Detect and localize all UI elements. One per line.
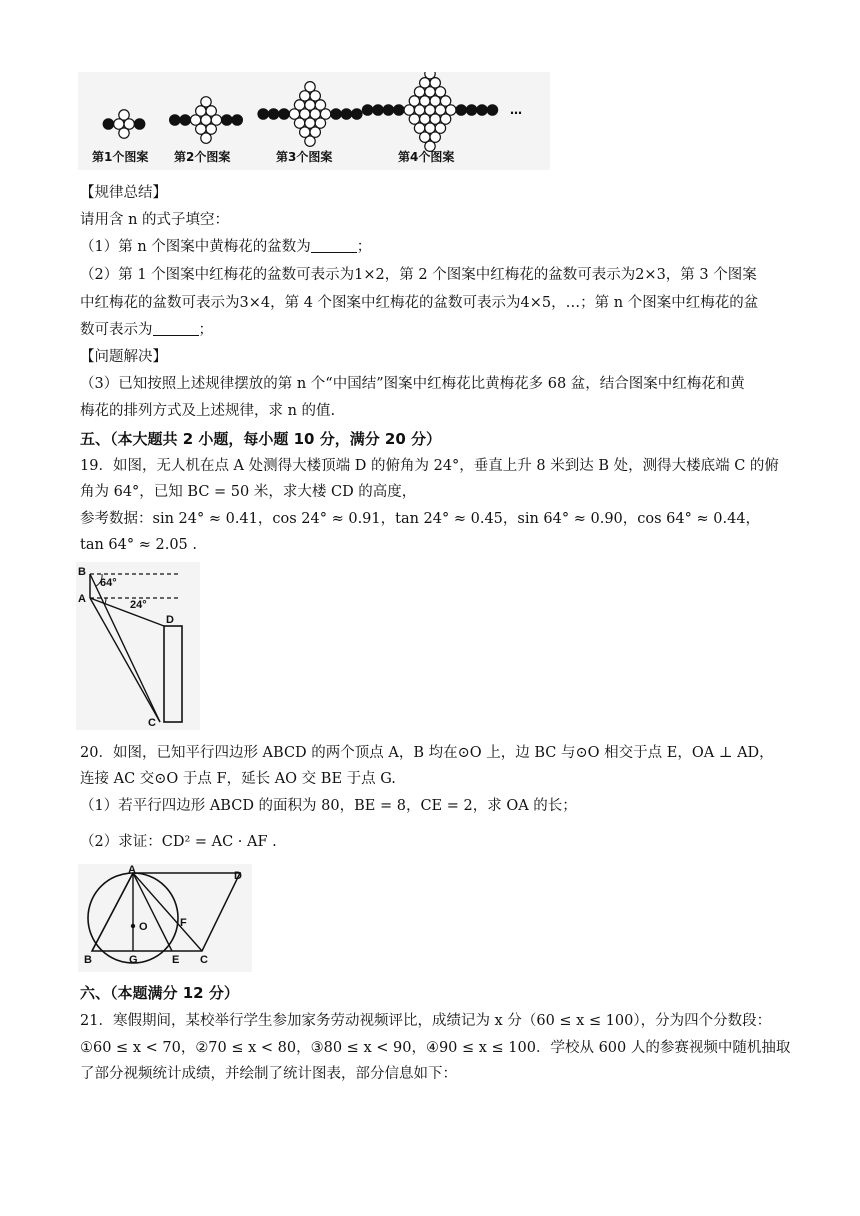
q19-line3: 参考数据：sin 24° ≈ 0.41，cos 24° ≈ 0.91，tan 24° ≈ 0.45，sin 64° ≈ 0.90，cos 64° ≈ 0.44， xyxy=(80,511,761,527)
rule-q2-line3 xyxy=(80,319,213,341)
q19-line4: tan 64° ≈ 2.05 . xyxy=(80,537,197,553)
answer-blank-2 xyxy=(153,321,199,336)
pattern-ellipsis: … xyxy=(510,103,522,117)
flower-dot-filled xyxy=(477,105,487,115)
flower-dot-filled xyxy=(352,109,362,119)
flower-dot-hollow xyxy=(119,128,129,138)
pattern-caption-1: 第1个图案 xyxy=(92,150,149,164)
solve-title: 【问题解决】 xyxy=(80,349,167,365)
fig20-label-E: E xyxy=(172,954,180,966)
flower-dot-filled xyxy=(341,109,351,119)
rule-intro: 请用含 n 的式子填空： xyxy=(80,212,230,228)
flower-dot-filled xyxy=(258,109,268,119)
flower-dot-filled xyxy=(362,105,372,115)
q20-line4: （2）求证：CD² = AC · AF . xyxy=(80,834,277,850)
solve-q3-line1: （3）已知按照上述规律摆放的第 n 个“中国结”图案中红梅花比黄梅花多 68 盆，结合图案中红梅花和黄 xyxy=(80,376,745,392)
pattern-caption-4: 第4个图案 xyxy=(398,150,455,164)
q21-line3: 了部分视频统计成绩，并绘制了统计图表，部分信息如下： xyxy=(80,1066,457,1082)
pattern-figure xyxy=(78,72,550,170)
flower-dot-filled xyxy=(279,109,289,119)
fig20-label-G: G xyxy=(129,954,138,966)
q21-line1: 21．寒假期间，某校举行学生参加家务劳动视频评比，成绩记为 x 分（60 ≤ x ≤ 100），分为四个分数段： xyxy=(80,1013,772,1029)
fig20-label-O: O xyxy=(139,921,148,933)
flower-dot-filled xyxy=(466,105,476,115)
fig20-label-D: D xyxy=(234,870,242,882)
flower-dot-filled xyxy=(103,119,113,129)
flower-dot-filled xyxy=(268,109,278,119)
rule-q1-prefix: （1）第 n 个图案中黄梅花的盆数为 xyxy=(80,239,311,255)
q19-line2: 角为 64°，已知 BC = 50 米，求大楼 CD 的高度， xyxy=(80,484,417,500)
fig20-label-F: F xyxy=(180,917,187,929)
flower-dot-filled xyxy=(383,105,393,115)
flower-dot-filled xyxy=(373,105,383,115)
flower-dot-filled xyxy=(180,115,190,125)
rule-q2-line1: （2）第 1 个图案中红梅花的盆数可表示为1×2，第 2 个图案中红梅花的盆数可表示为2×3，第 3 个图案 xyxy=(80,267,757,283)
rule-title: 【规律总结】 xyxy=(80,185,167,201)
part6-heading: 六、（本题满分 12 分） xyxy=(80,984,239,1002)
fig19-angle-64: 64° xyxy=(100,577,117,589)
flower-dot-filled xyxy=(222,115,232,125)
q20-line2: 连接 AC 交⊙O 于点 F，延长 AO 交 BE 于点 G. xyxy=(80,771,396,787)
rule-q2-suffix: ； xyxy=(198,322,213,338)
flower-dot-filled xyxy=(232,115,242,125)
part5-heading: 五、（本大题共 2 小题，每小题 10 分，满分 20 分） xyxy=(80,430,442,448)
fig19-angle-24: 24° xyxy=(130,599,147,611)
rule-q2-prefix: 数可表示为 xyxy=(80,322,153,338)
flower-dot-filled xyxy=(170,115,180,125)
pattern-caption-2: 第2个图案 xyxy=(174,150,231,164)
flower-dot-hollow xyxy=(305,136,315,146)
answer-blank-1 xyxy=(311,238,357,253)
figure-19 xyxy=(76,562,200,730)
fig20-label-C: C xyxy=(200,954,208,966)
flower-dot-filled xyxy=(456,105,466,115)
pattern-caption-3: 第3个图案 xyxy=(276,150,333,164)
rule-q1-suffix: ； xyxy=(356,239,372,255)
pattern-svg xyxy=(78,72,550,170)
fig19-label-B: B xyxy=(78,566,86,578)
figure-20-svg xyxy=(78,864,252,972)
rule-q1 xyxy=(80,236,371,258)
flower-dot-filled xyxy=(331,109,341,119)
flower-dot-filled xyxy=(134,119,144,129)
figure-20 xyxy=(78,864,252,972)
rule-q2-line2: 中红梅花的盆数可表示为3×4，第 4 个图案中红梅花的盆数可表示为4×5，…；第 n 个图案中红梅花的盆 xyxy=(80,295,759,311)
fig19-label-C: C xyxy=(148,717,156,729)
flower-dot-filled xyxy=(487,105,497,115)
flower-dot-filled xyxy=(394,105,404,115)
q21-line2: ①60 ≤ x < 70，②70 ≤ x < 80，③80 ≤ x < 90，④90 ≤ x ≤ 100．学校从 600 人的参赛视频中随机抽取 xyxy=(80,1040,791,1056)
fig19-label-A: A xyxy=(78,593,86,605)
fig20-label-B: B xyxy=(84,954,92,966)
q20-line1: 20．如图，已知平行四边形 ABCD 的两个顶点 A，B 均在⊙O 上，边 BC 与⊙O 相交于点 E，OA ⊥ AD， xyxy=(80,745,774,761)
fig19-label-D: D xyxy=(166,614,174,626)
figure-19-svg xyxy=(76,562,200,730)
fig20-label-A: A xyxy=(128,864,136,876)
flower-dot-hollow xyxy=(201,133,211,143)
solve-q3-line2: 梅花的排列方式及上述规律，求 n 的值. xyxy=(80,403,336,419)
q19-line1: 19．如图，无人机在点 A 处测得大楼顶端 D 的俯角为 24°，垂直上升 8 米到达 B 处，测得大楼底端 C 的俯 xyxy=(80,458,779,474)
q20-line3: （1）若平行四边形 ABCD 的面积为 80，BE = 8，CE = 2，求 OA 的长； xyxy=(80,798,577,814)
